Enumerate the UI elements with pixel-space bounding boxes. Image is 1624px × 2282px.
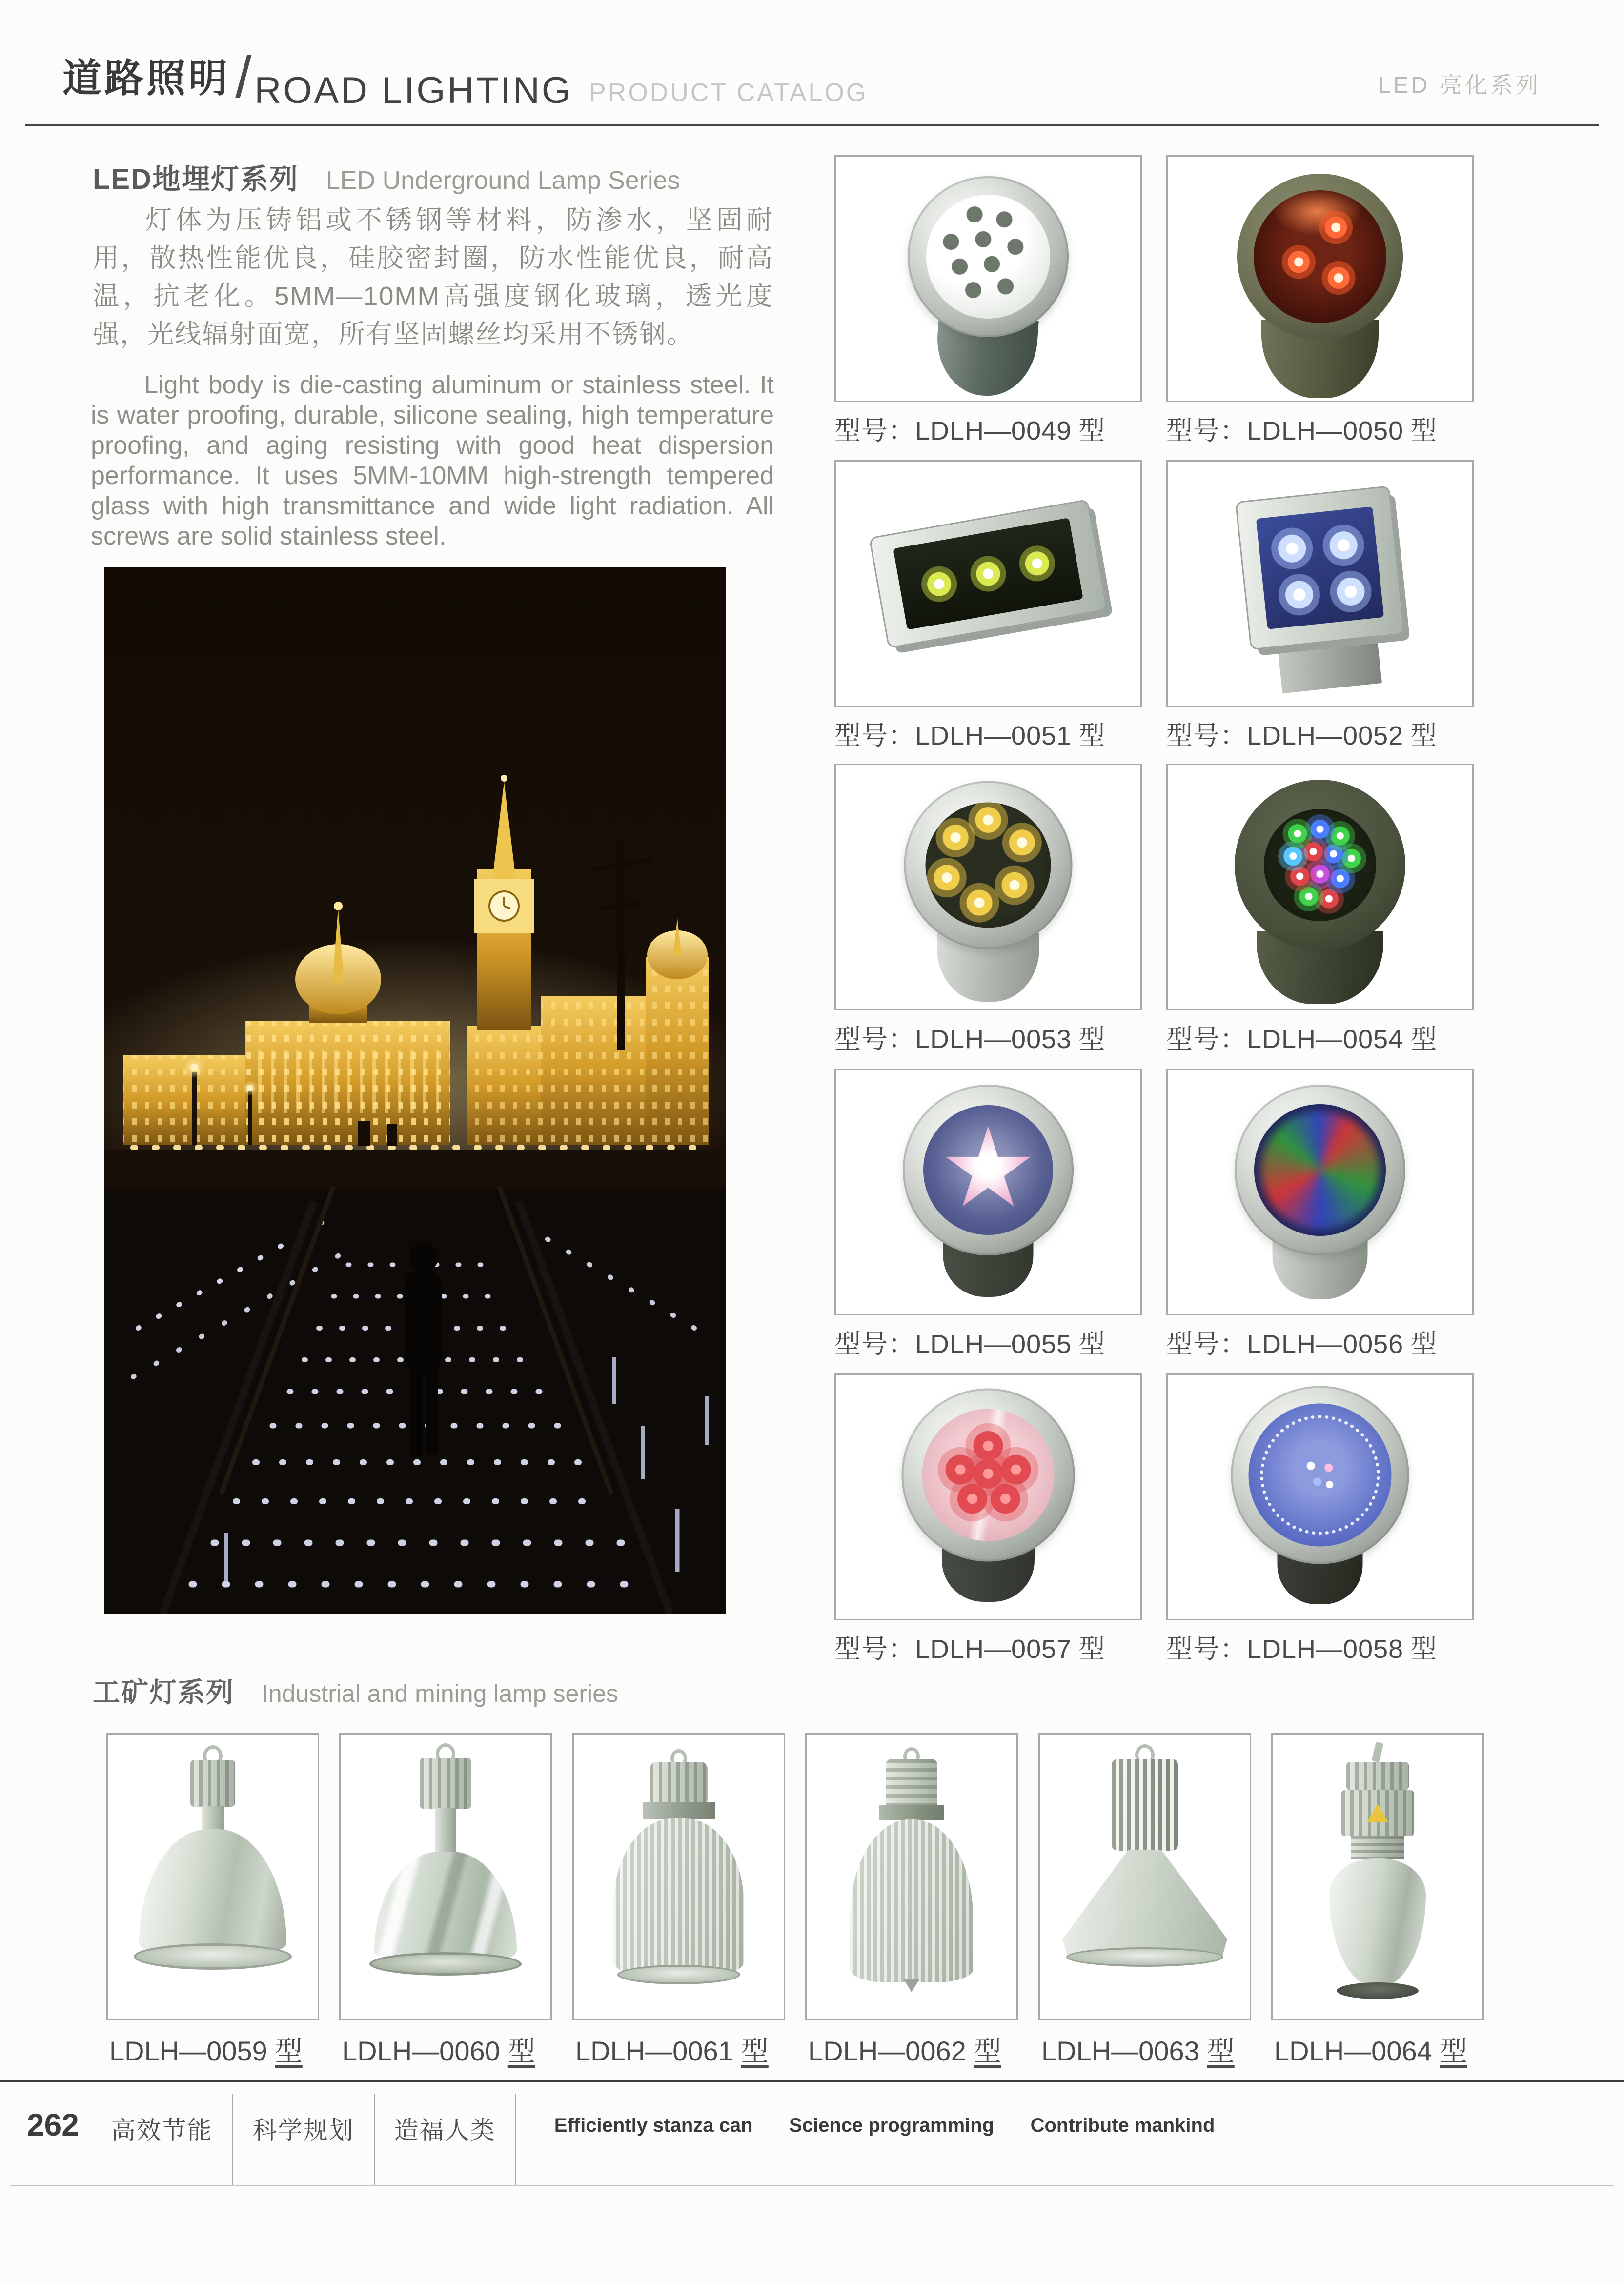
product-label: LDLH—0059 型 — [109, 2036, 303, 2066]
product-card-ldlh-0060 — [339, 1733, 552, 2066]
product-image-ldlh-0059 — [106, 1733, 319, 2020]
footer-bottom-line — [10, 2185, 1614, 2186]
mining-section-heading — [93, 1671, 618, 1710]
product-card-ldlh-0059 — [106, 1733, 319, 2066]
product-card-ldlh-0054 — [1166, 764, 1474, 1054]
product-image-ldlh-0053 — [834, 764, 1142, 1010]
product-card-ldlh-0056 — [1166, 1069, 1474, 1359]
product-card-ldlh-0052 — [1166, 460, 1474, 750]
product-image-ldlh-0061 — [572, 1733, 785, 2020]
product-card-ldlh-0050 — [1166, 155, 1474, 445]
product-label: LDLH—0060 型 — [342, 2036, 535, 2066]
product-image-ldlh-0052 — [1166, 460, 1474, 707]
product-image-ldlh-0062 — [805, 1733, 1018, 2020]
lamp-base — [1337, 1982, 1419, 1999]
brand-title-en: ROAD LIGHTING — [254, 70, 572, 111]
product-label: 型号：LDLH—0051 型 — [834, 721, 1106, 750]
product-label: 型号：LDLH—0054 型 — [1166, 1025, 1438, 1054]
product-image-ldlh-0056 — [1166, 1069, 1474, 1315]
header-rule — [25, 124, 1599, 126]
footer-slogan-en: Science programming — [789, 2115, 995, 2136]
product-image-ldlh-0054 — [1166, 764, 1474, 1010]
header-brand — [62, 47, 868, 114]
product-card-ldlh-0062 — [805, 1733, 1018, 2066]
footer-slogan-en: Contribute mankind — [1030, 2115, 1215, 2136]
product-label: LDLH—0062 型 — [808, 2036, 1001, 2066]
shade-tip — [903, 1979, 920, 1992]
night-scene-art — [104, 567, 726, 1614]
product-image-ldlh-0058 — [1166, 1373, 1474, 1620]
underground-description-en: Light body is die-casting aluminum or stainless steel. It is water proofing, durable, silicone sealing, high temperature proofing, and aging resisting with good heat dispersion performance. It uses 5MM-10MM high-strength tempered glass with high transmittance and wide light radiation. All screws are solid stainless steel. — [91, 371, 774, 550]
star-led-pattern — [944, 1126, 1033, 1214]
product-image-ldlh-0064 — [1271, 1733, 1484, 2020]
product-image-ldlh-0063 — [1038, 1733, 1251, 2020]
center-led-cluster — [1297, 1452, 1343, 1498]
underground-description-cn: 灯体为压铸铝或不锈钢等材料，防渗水，坚固耐用，散热性能优良，硅胶密封圈，防水性能优良，耐高温，抗老化。5MM—10MM高强度钢化玻璃，透光度强，光线辐射面宽，所有坚固螺丝均采用不锈钢。 — [93, 205, 773, 349]
brand-slash: / — [235, 45, 252, 110]
product-image-ldlh-0051 — [834, 460, 1142, 707]
product-label: 型号：LDLH—0049 型 — [834, 416, 1106, 445]
heatsink-fins — [1112, 1759, 1178, 1851]
product-label: 型号：LDLH—0053 型 — [834, 1025, 1106, 1054]
series-label: LED 亮化系列 — [1378, 72, 1541, 98]
mining-heading-cn: 工矿灯系列 — [93, 1677, 234, 1708]
hook-stem — [1371, 1742, 1383, 1763]
product-card-ldlh-0049 — [834, 155, 1142, 445]
product-card-ldlh-0055 — [834, 1069, 1142, 1359]
product-card-ldlh-0064 — [1271, 1733, 1484, 2066]
product-image-ldlh-0049 — [834, 155, 1142, 402]
footer-rule — [0, 2080, 1624, 2082]
product-card-ldlh-0057 — [834, 1373, 1142, 1664]
night-scene-photo — [104, 567, 726, 1614]
footer-slogan-cn: 科学规划 — [233, 2094, 375, 2185]
footer-slogan-cn: 高效节能 — [92, 2094, 233, 2185]
bulb-shade — [1329, 1858, 1426, 1988]
mining-heading-en: Industrial and mining lamp series — [262, 1680, 618, 1707]
underground-heading-en: LED Underground Lamp Series — [326, 166, 680, 195]
product-image-ldlh-0055 — [834, 1069, 1142, 1315]
product-image-ldlh-0060 — [339, 1733, 552, 2020]
product-card-ldlh-0061 — [572, 1733, 785, 2066]
product-card-ldlh-0051 — [834, 460, 1142, 750]
cone-shade — [1062, 1850, 1227, 1956]
brand-catalog-label: PRODUCT CATALOG — [589, 79, 868, 107]
brand-title-cn: 道路照明 — [62, 57, 230, 100]
product-card-ldlh-0063 — [1038, 1733, 1251, 2066]
product-image-ldlh-0050 — [1166, 155, 1474, 402]
product-label: 型号：LDLH—0052 型 — [1166, 721, 1438, 750]
product-label: LDLH—0064 型 — [1274, 2036, 1467, 2066]
product-label: 型号：LDLH—0055 型 — [834, 1330, 1106, 1359]
product-card-ldlh-0058 — [1166, 1373, 1474, 1664]
footer-slogan-cn: 造福人类 — [375, 2094, 516, 2185]
product-label: 型号：LDLH—0050 型 — [1166, 416, 1438, 445]
footer-slogan-en: Efficiently stanza can — [554, 2115, 753, 2136]
warning-triangle-icon — [1367, 1804, 1388, 1822]
product-label: 型号：LDLH—0057 型 — [834, 1635, 1106, 1664]
product-image-ldlh-0057 — [834, 1373, 1142, 1620]
multicolor-led-swirl — [1261, 1111, 1380, 1230]
page-number: 262 — [27, 2107, 79, 2142]
product-label: 型号：LDLH—0058 型 — [1166, 1635, 1438, 1664]
product-label: LDLH—0063 型 — [1041, 2036, 1235, 2066]
underground-heading-cn: LED地埋灯系列 — [93, 163, 299, 195]
product-card-ldlh-0053 — [834, 764, 1142, 1054]
product-label: LDLH—0061 型 — [575, 2036, 769, 2066]
footer-slogans-en — [516, 2094, 1249, 2137]
product-label: 型号：LDLH—0056 型 — [1166, 1330, 1438, 1359]
footer — [27, 2094, 1249, 2185]
underground-section-heading — [93, 156, 680, 197]
